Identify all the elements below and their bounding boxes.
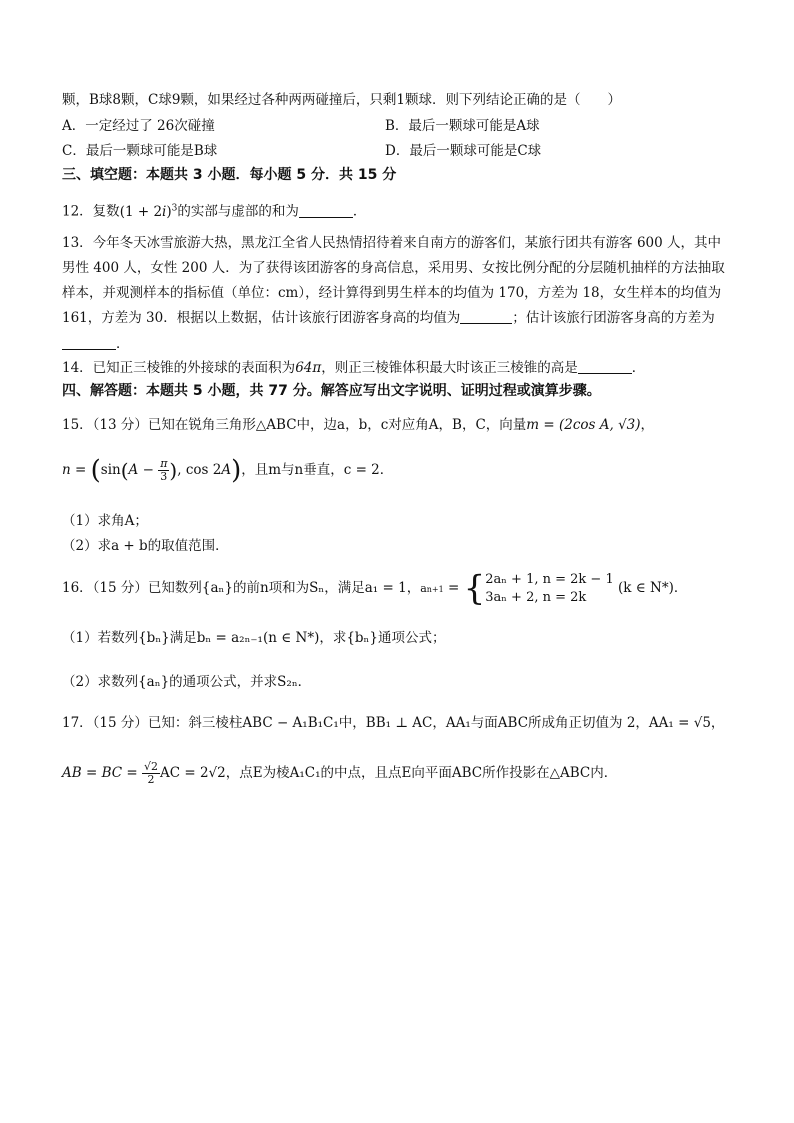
q14-math: 64π — [295, 360, 322, 376]
q15-line1-text: 15．（13 分）已知在锐角三角形△ABC中，边a，b，c对应角A，B，C，向量 — [62, 417, 527, 433]
q15-part1: （1）求角A； — [62, 513, 148, 529]
q14-end: ． — [631, 360, 646, 376]
q13-line4 — [62, 308, 715, 328]
q11-choice-c: C．最后一颗球可能是B球 — [62, 143, 218, 159]
q11-tail: 颗，B球8颗，C球9颗，如果经过各种两两碰撞后，只剩1颗球．则下列结论正确的是（ ） — [62, 92, 622, 108]
q16-part2: （2）求数列{aₙ}的通项公式，并求S₂ₙ． — [62, 674, 312, 690]
section4-title: 四、解答题：本题共 5 小题，共 77 分。解答应写出文字说明、证明过程或演算步骤。 — [62, 383, 601, 399]
q16-brace: { — [463, 568, 486, 609]
q15-line2-tail: ，且m与n垂直，c = 2． — [241, 462, 394, 478]
q13-blank-variance[interactable] — [62, 335, 116, 350]
q14 — [62, 358, 645, 378]
q12-prefix: 12．复数 — [62, 203, 120, 220]
q17-frac — [142, 761, 160, 786]
q15-vector-n: n — [62, 462, 71, 478]
q13-line3: 样本，并观测样本的指标值（单位：cm），经计算得到男生样本的均值为 170，方差为 18，女生样本的均值为 — [62, 285, 722, 301]
q12-suffix: 的实部与虚部的和为 — [177, 203, 299, 220]
q17-line1: 17．（15 分）已知：斜三棱柱ABC − A₁B₁C₁中，BB₁ ⊥ AC，AA₁与面ABC所成角正切值为 2，AA₁ = √5， — [62, 715, 725, 731]
q15-paren-close: ) — [231, 455, 242, 486]
q16-part1: （1）若数列{bₙ}满足bₙ = a₂ₙ₋₁(n ∈ N*)，求{bₙ}通项公式； — [62, 630, 446, 646]
q11-choice-d: D．最后一颗球可能是C球 — [385, 143, 542, 159]
q13-line5 — [62, 334, 130, 354]
q11-choice-a: A．一定经过了 26次碰撞 — [62, 118, 215, 134]
q17-line2a: AB = BC = — [62, 765, 138, 781]
q17-frac-num: √2 — [143, 760, 158, 773]
q16-head: 16．（15 分）已知数列{aₙ}的前n项和为Sₙ，满足a₁ = 1，an+1 = { 2aₙ + 1, n = 2k − 1 3aₙ + 2, n = 2k (k ∈ N*)． — [62, 568, 688, 609]
q13-blank-mean[interactable] — [460, 309, 512, 324]
q13-line4b: ；估计该旅行团游客身高的方差为 — [512, 310, 715, 326]
q16-case1: 2aₙ + 1, n = 2k − 1 — [485, 571, 614, 587]
q12-end: ． — [352, 203, 367, 220]
q11-choice-b: B．最后一颗球可能是A球 — [385, 118, 540, 134]
q16-condition: (k ∈ N*)． — [618, 580, 688, 596]
q12 — [62, 198, 366, 222]
q15-vector-m: m = (2cos A, √3) — [526, 417, 641, 433]
q15-line2: n = (sin(A − $\frac{\pi}{3}$ ), cos 2A)，且m与n垂直，c = 2． — [62, 455, 394, 486]
q13-line1: 13．今年冬天冰雪旅游大热，黑龙江全省人民热情招待着来自南方的游客们，某旅行团共有游客 600 人，其中 — [62, 235, 722, 251]
q16-head-text: 16．（15 分）已知数列{aₙ}的前n项和为Sₙ，满足a₁ = 1， — [62, 580, 421, 596]
q14-text-b: ，则正三棱锥体积最大时该正三棱锥的高是 — [321, 360, 578, 376]
section3-title: 三、填空题：本题共 3 小题．每小题 5 分．共 15 分 — [62, 167, 397, 183]
q17-line2 — [62, 758, 617, 788]
q12-blank[interactable] — [299, 203, 353, 218]
q15-paren-open: ( — [90, 455, 101, 486]
q12-math: $(1 + 2i)^3$ — [119, 203, 178, 220]
q14-text-a: 14．已知正三棱锥的外接球的表面积为 — [62, 360, 296, 376]
q17-line2b: AC = 2√2，点E为棱A₁C₁的中点，且点E向平面ABC所作投影在△ABC内． — [159, 765, 618, 781]
q13-line2: 男性 400 人，女性 200 人．为了获得该团游客的身高信息，采用男、女按比例分配的分层随机抽样的方法抽取 — [62, 260, 725, 276]
q15-part2: （2）求a + b的取值范围． — [62, 538, 229, 554]
q16-case2: 3aₙ + 2, n = 2k — [485, 589, 587, 605]
q13-line4a: 161，方差为 30．根据以上数据，估计该旅行团游客身高的均值为 — [62, 310, 461, 326]
q15-line1 — [62, 415, 654, 435]
q17-frac-den: 2 — [147, 773, 155, 786]
q15-frac-pi3: $\frac{\pi}{3}$ — [160, 457, 168, 483]
q14-blank[interactable] — [578, 359, 632, 374]
q13-end: ． — [116, 336, 130, 352]
q15-comma: ， — [640, 417, 655, 433]
